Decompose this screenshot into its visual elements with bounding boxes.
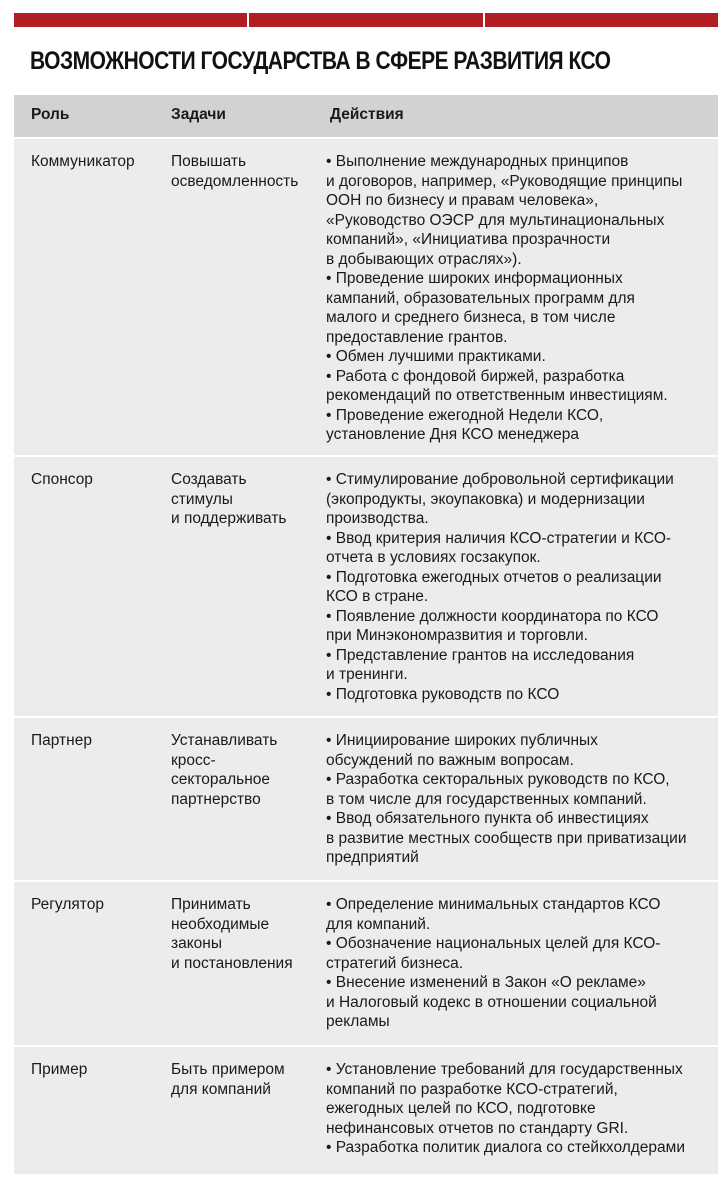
role-cell: Пример	[31, 1061, 88, 1078]
table-row	[14, 137, 718, 455]
action-line: в развитие местных сообществ при приватизации	[326, 829, 687, 847]
action-line: кампаний, образовательных программ для	[326, 289, 635, 307]
action-line: • Инициирование широких публичных	[326, 732, 598, 749]
header-actions: Действия	[330, 106, 404, 123]
action-line: установление Дня КСО менеджера	[326, 426, 579, 443]
action-line: ООН по бизнесу и правам человека»,	[326, 192, 599, 209]
action-line: • Работа с фондовой биржей, разработка	[326, 367, 625, 385]
action-line: КСО в стране.	[326, 588, 429, 605]
action-line: • Обозначение национальных целей для КСО-	[326, 935, 661, 952]
action-line: • Подготовка руководств по КСО	[326, 685, 560, 703]
action-line: • Проведение ежегодной Недели КСО,	[326, 406, 604, 424]
action-line: рекламы	[326, 1013, 390, 1030]
table-row	[14, 716, 718, 880]
task-line: Принимать	[171, 896, 251, 913]
tasks-cell	[171, 1060, 321, 1099]
action-line: • Внесение изменений в Закон «О рекламе»	[326, 974, 646, 991]
action-line: компаний», «Инициатива прозрачности	[326, 231, 611, 248]
accent-segment	[14, 13, 247, 27]
table-row	[14, 455, 718, 716]
action-line: и Налоговый кодекс в отношении социальной	[326, 993, 657, 1011]
tasks-cell	[171, 470, 321, 529]
task-line: осведомленность	[171, 172, 299, 190]
task-line: кросс-	[171, 751, 216, 769]
task-line: Повышать	[171, 153, 247, 170]
action-line: • Стимулирование добровольной сертификации	[326, 471, 674, 488]
actions-cell	[326, 1060, 718, 1158]
role-cell: Регулятор	[31, 896, 104, 913]
action-line: компаний по разработке КСО-стратегий,	[326, 1080, 618, 1098]
actions-cell	[326, 152, 718, 445]
action-line: • Подготовка ежегодных отчетов о реализации	[326, 568, 662, 586]
action-line: предприятий	[326, 849, 419, 866]
action-line: отчета в условиях госзакупок.	[326, 549, 541, 566]
action-line: для компаний.	[326, 915, 431, 933]
document-title: ВОЗМОЖНОСТИ ГОСУДАРСТВА В СФЕРЕ РАЗВИТИЯ КСО	[30, 47, 611, 75]
task-line: Быть примером	[171, 1061, 285, 1078]
action-line: • Выполнение международных принципов	[326, 153, 629, 170]
action-line: обсуждений по важным вопросам.	[326, 751, 574, 769]
task-line: секторальное	[171, 771, 271, 788]
action-line: • Проведение широких информационных	[326, 270, 623, 287]
roles-table	[14, 95, 718, 1174]
tasks-cell	[171, 895, 321, 973]
action-line: рекомендаций по ответственным инвестициям.	[326, 387, 668, 404]
action-line: • Ввод обязательного пункта об инвестициях	[326, 810, 649, 827]
task-line: и постановления	[171, 954, 293, 972]
top-accent-bar	[14, 13, 718, 27]
task-line: для компаний	[171, 1080, 271, 1098]
actions-cell	[326, 731, 718, 868]
header-role: Роль	[31, 106, 70, 123]
action-line: и тренинги.	[326, 666, 408, 683]
action-line: в добывающих отраслях»).	[326, 250, 522, 268]
actions-cell	[326, 895, 718, 1032]
task-line: Создавать	[171, 471, 247, 488]
action-line: • Разработка политик диалога со стейкхолдерами	[326, 1139, 685, 1156]
role-cell: Партнер	[31, 732, 92, 749]
task-line: стимулы	[171, 490, 233, 508]
tasks-cell	[171, 731, 321, 809]
accent-segment	[249, 13, 482, 27]
action-line: • Появление должности координатора по КСО	[326, 607, 659, 625]
header-tasks: Задачи	[171, 106, 226, 123]
accent-segment	[485, 13, 718, 27]
action-line: производства.	[326, 510, 429, 527]
task-line: законы	[171, 935, 223, 952]
role-cell: Спонсор	[31, 471, 93, 488]
action-line: предоставление грантов.	[326, 328, 508, 346]
task-line: Устанавливать	[171, 732, 278, 749]
task-line: и поддерживать	[171, 510, 287, 527]
action-line: • Ввод критерия наличия КСО-стратегии и КСО-	[326, 529, 672, 547]
action-line: (экопродукты, экоупаковка) и модернизации	[326, 490, 645, 508]
table-row	[14, 880, 718, 1045]
action-line: стратегий бизнеса.	[326, 954, 464, 972]
action-line: • Установление требований для государственных	[326, 1061, 683, 1078]
action-line: «Руководство ОЭСР для мультинациональных	[326, 211, 665, 229]
action-line: • Определение минимальных стандартов КСО	[326, 896, 661, 913]
action-line: ежегодных целей по КСО, подготовке	[326, 1100, 596, 1117]
tasks-cell	[171, 152, 321, 191]
action-line: в том числе для государственных компаний.	[326, 790, 647, 808]
action-line: нефинансовых отчетов по стандарту GRI.	[326, 1119, 629, 1137]
action-line: • Обмен лучшими практиками.	[326, 348, 546, 365]
action-line: при Минэкономразвития и торговли.	[326, 627, 588, 644]
table-header	[14, 95, 718, 137]
table-row	[14, 1045, 718, 1174]
task-line: партнерство	[171, 790, 261, 808]
action-line: и договоров, например, «Руководящие принципы	[326, 172, 683, 190]
role-cell: Коммуникатор	[31, 153, 135, 170]
actions-cell	[326, 470, 718, 704]
task-line: необходимые	[171, 915, 270, 933]
action-line: • Разработка секторальных руководств по КСО,	[326, 771, 670, 788]
action-line: малого и среднего бизнеса, в том числе	[326, 309, 616, 326]
action-line: • Представление грантов на исследования	[326, 646, 635, 664]
